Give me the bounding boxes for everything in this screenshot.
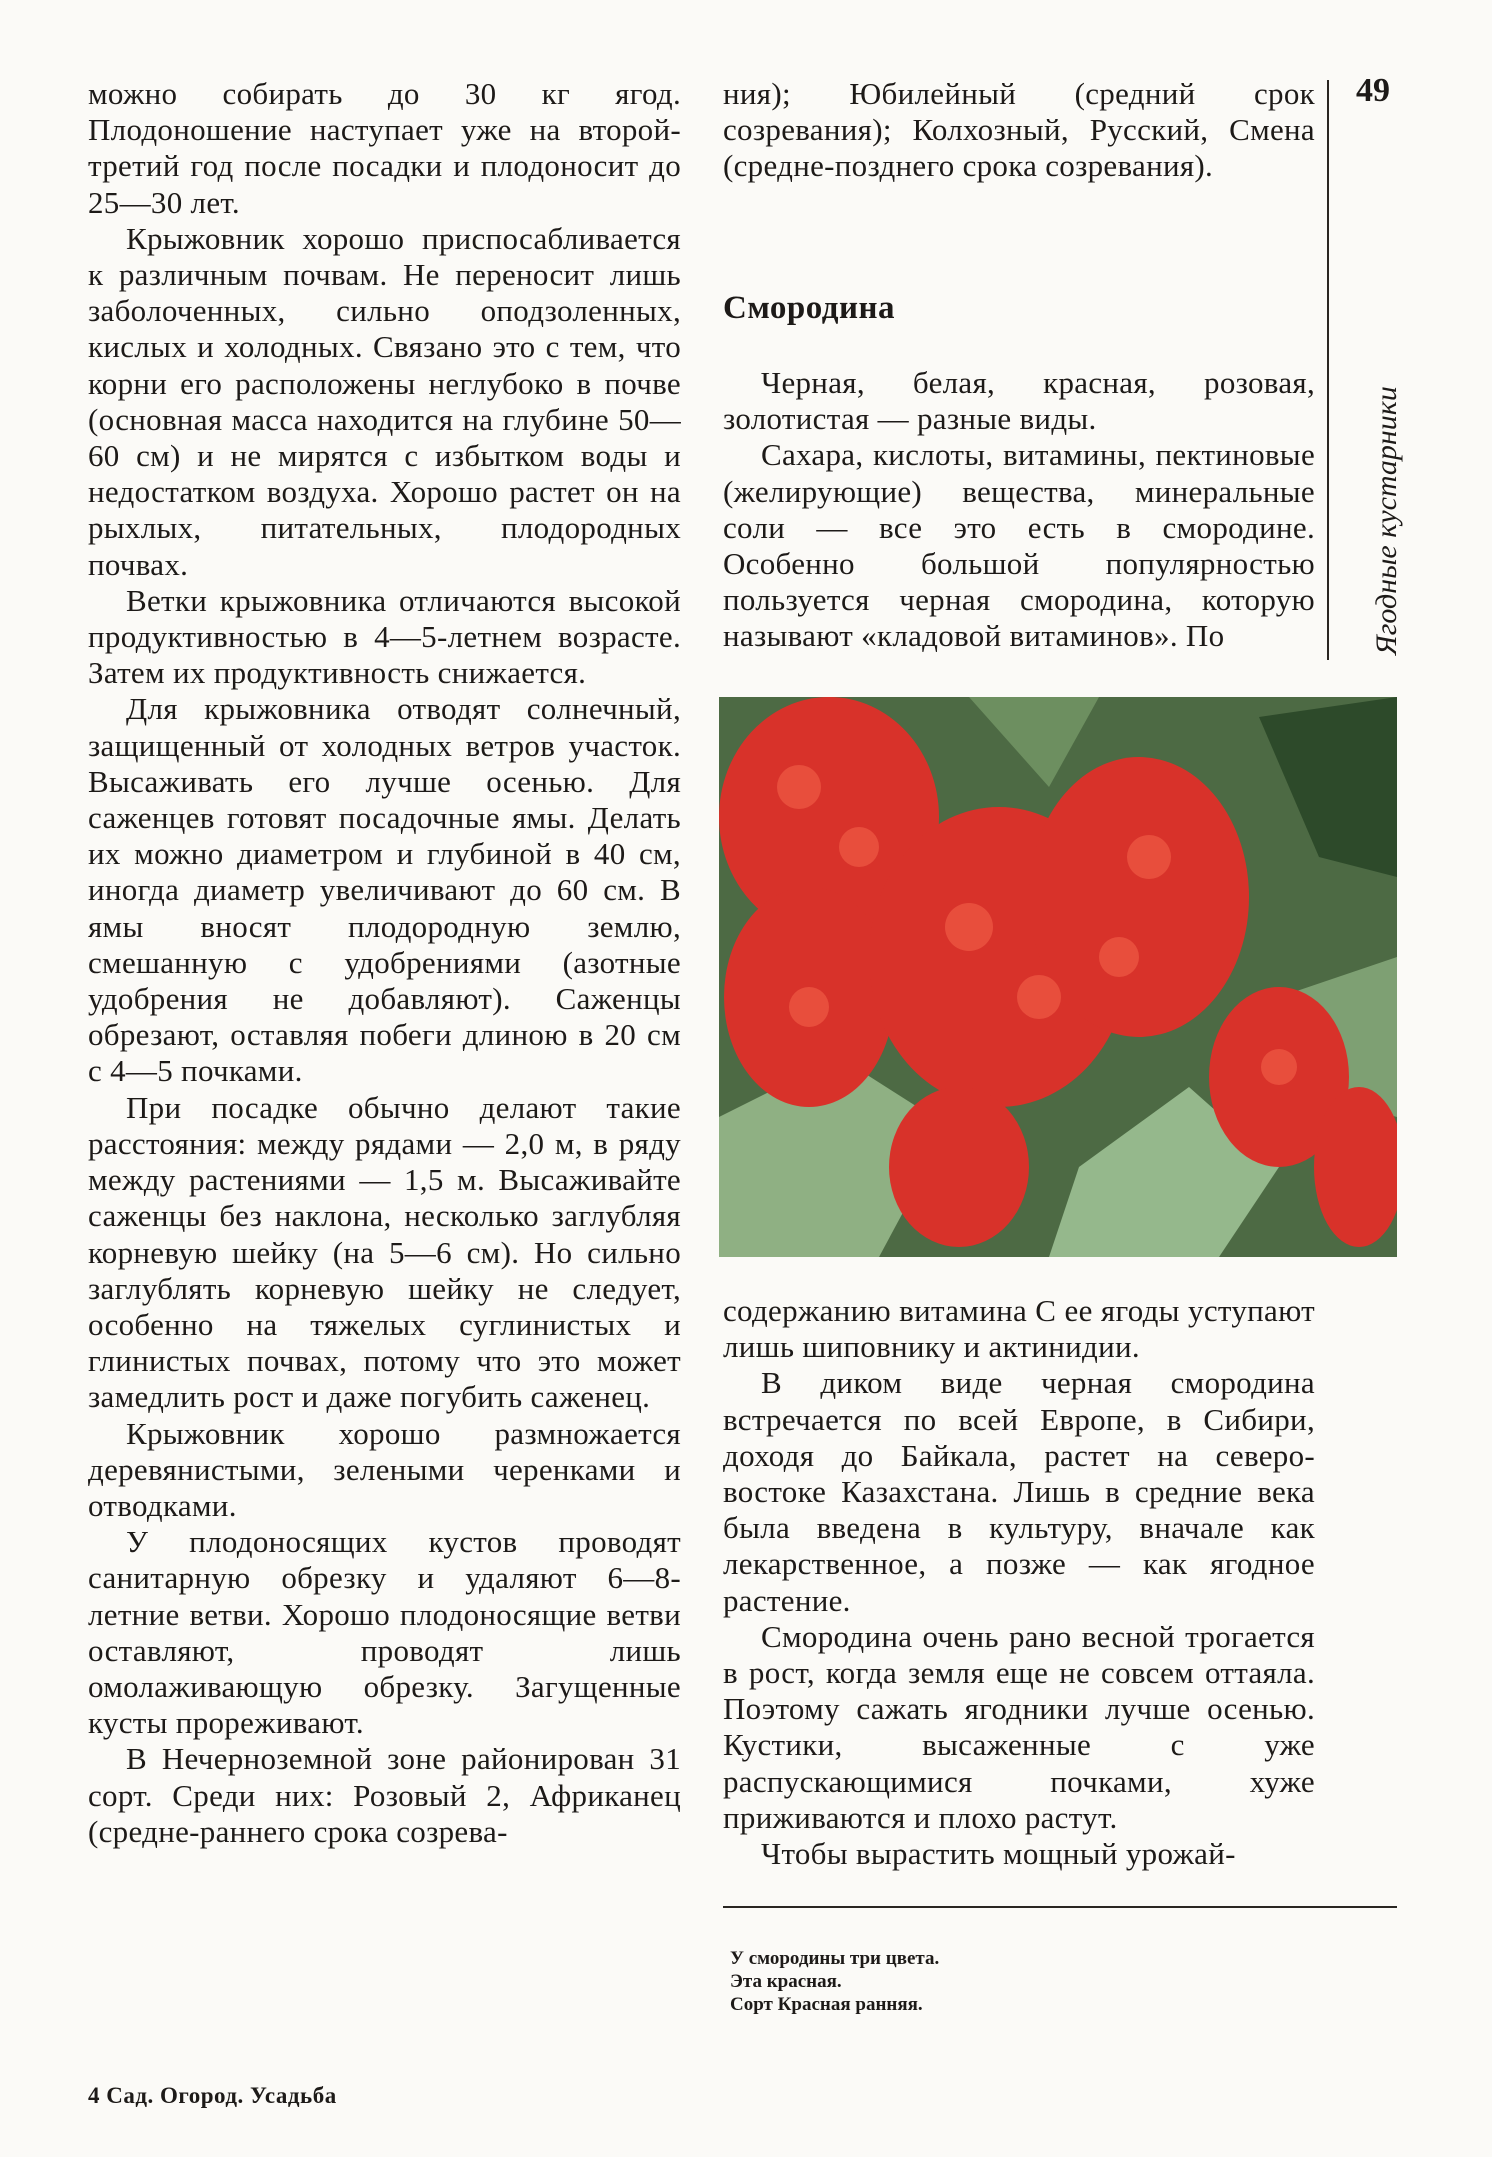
paragraph: В диком виде черная смородина встречается по всей Европе, в Сибири, доходя до Байкала, растет на северо-востоке Казахстана. Лишь в средние века была введена в культуру, вначале как лекарственное, а позже — как ягодное растение. (723, 1365, 1315, 1618)
paragraph: Крыжовник хорошо приспосабливается к различным почвам. Не переносит лишь заболоченных, сильно оподзоленных, кислых и холодных. Связано это с тем, что корни его расположены неглубоко в почве (основная масса находится на глубине 50—60 см) и не мирятся с избытком воды и недостатком воздуха. Хорошо растет он на рыхлых, питательных, плодородных почвах. (88, 220, 681, 582)
section-heading: Смородина (723, 290, 895, 326)
caption-line: Сорт Красная ранняя. (730, 1994, 923, 2015)
paragraph: Ветки крыжовника отличаются высокой продуктивностью в 4—5-летнем возрасте. Затем их продуктивность снижается. (88, 582, 681, 691)
left-column (88, 76, 681, 1850)
paragraph: У плодоносящих кустов проводят санитарную обрезку и удаляют 6—8-летние ветви. Хорошо плодоносящие ветви оставляют, проводят лишь омолаживающую обрезку. Загущенные кусты прореживают. (88, 1524, 681, 1741)
right-column-bottom (723, 1293, 1315, 1872)
paragraph: В Нечерноземной зоне районирован 31 сорт. Среди них: Розовый 2, Африканец (средне-раннего срока созрева- (88, 1741, 681, 1849)
paragraph: Сахара, кислоты, витамины, пектиновые (желирующие) вещества, минеральные соли — все это есть в смородине. Особенно большой популярностью пользуется черная смородина, которую называют «кладовой витаминов». По (723, 437, 1315, 654)
currant-illustration (719, 697, 1397, 1257)
photo-caption (730, 1947, 939, 2016)
vertical-rule (1327, 80, 1329, 660)
caption-line: Эта красная. (730, 1971, 842, 1992)
right-column-top (723, 76, 1315, 185)
footer-signature: 4 Сад. Огород. Усадьба (88, 2083, 337, 2108)
paragraph: ния); Юбилейный (средний срок созревания); Колхозный, Русский, Смена (средне-позднего срока созревания). (723, 76, 1315, 184)
caption-line: У смородины три цвета. (730, 1948, 940, 1969)
paragraph: Чтобы вырастить мощный урожай- (761, 1836, 1236, 1872)
paragraph: можно собирать до 30 кг ягод. Плодоношение наступает уже на второй-третий год после посадки и плодоносит до 25—30 лет. (88, 76, 681, 220)
paragraph: Для крыжовника отводят солнечный, защищенный от холодных ветров участок. Высаживать его лучше осенью. Для саженцев готовят посадочные ямы. Делать их можно диаметром и глубиной в 40 см, иногда диаметр увеличивают до 60 см. В ямы вносят плодородную землю, смешанную с удобрениями (азотные удобрения не добавляют). Саженцы обрезают, оставляя побеги длиною в 20 см с 4—5 почками. (88, 691, 681, 1089)
currant-photo (719, 697, 1397, 1257)
running-head: Ягодные кустарники (1370, 386, 1403, 655)
paragraph: При посадке обычно делают такие расстояния: между рядами — 2,0 м, в ряду между растениями — 1,5 м. Высаживайте саженцы без наклона, несколько заглубляя корневую шейку (на 5—6 см). Но сильно заглублять корневую шейку не следует, особенно на тяжелых суглинистых и глинистых почвах, потому что это может замедлить рост и даже погубить саженец. (88, 1089, 681, 1415)
paragraph: Черная, белая, красная, розовая, золотистая — разные виды. (723, 365, 1315, 437)
paragraph: содержанию витамина С ее ягоды уступают лишь шиповнику и актинидии. (723, 1293, 1315, 1365)
paragraph: Смородина очень рано весной трогается в рост, когда земля еще не совсем оттаяла. Поэтому сажать ягодники лучше осенью. Кустики, высаженные с уже распускающимися почками, хуже приживаются и плохо растут. (723, 1618, 1315, 1835)
caption-rule (723, 1906, 1397, 1908)
page-number: 49 (1356, 72, 1390, 109)
paragraph: Крыжовник хорошо размножается деревянистыми, зелеными черенками и отводками. (88, 1415, 681, 1523)
right-column-intro (723, 365, 1315, 655)
